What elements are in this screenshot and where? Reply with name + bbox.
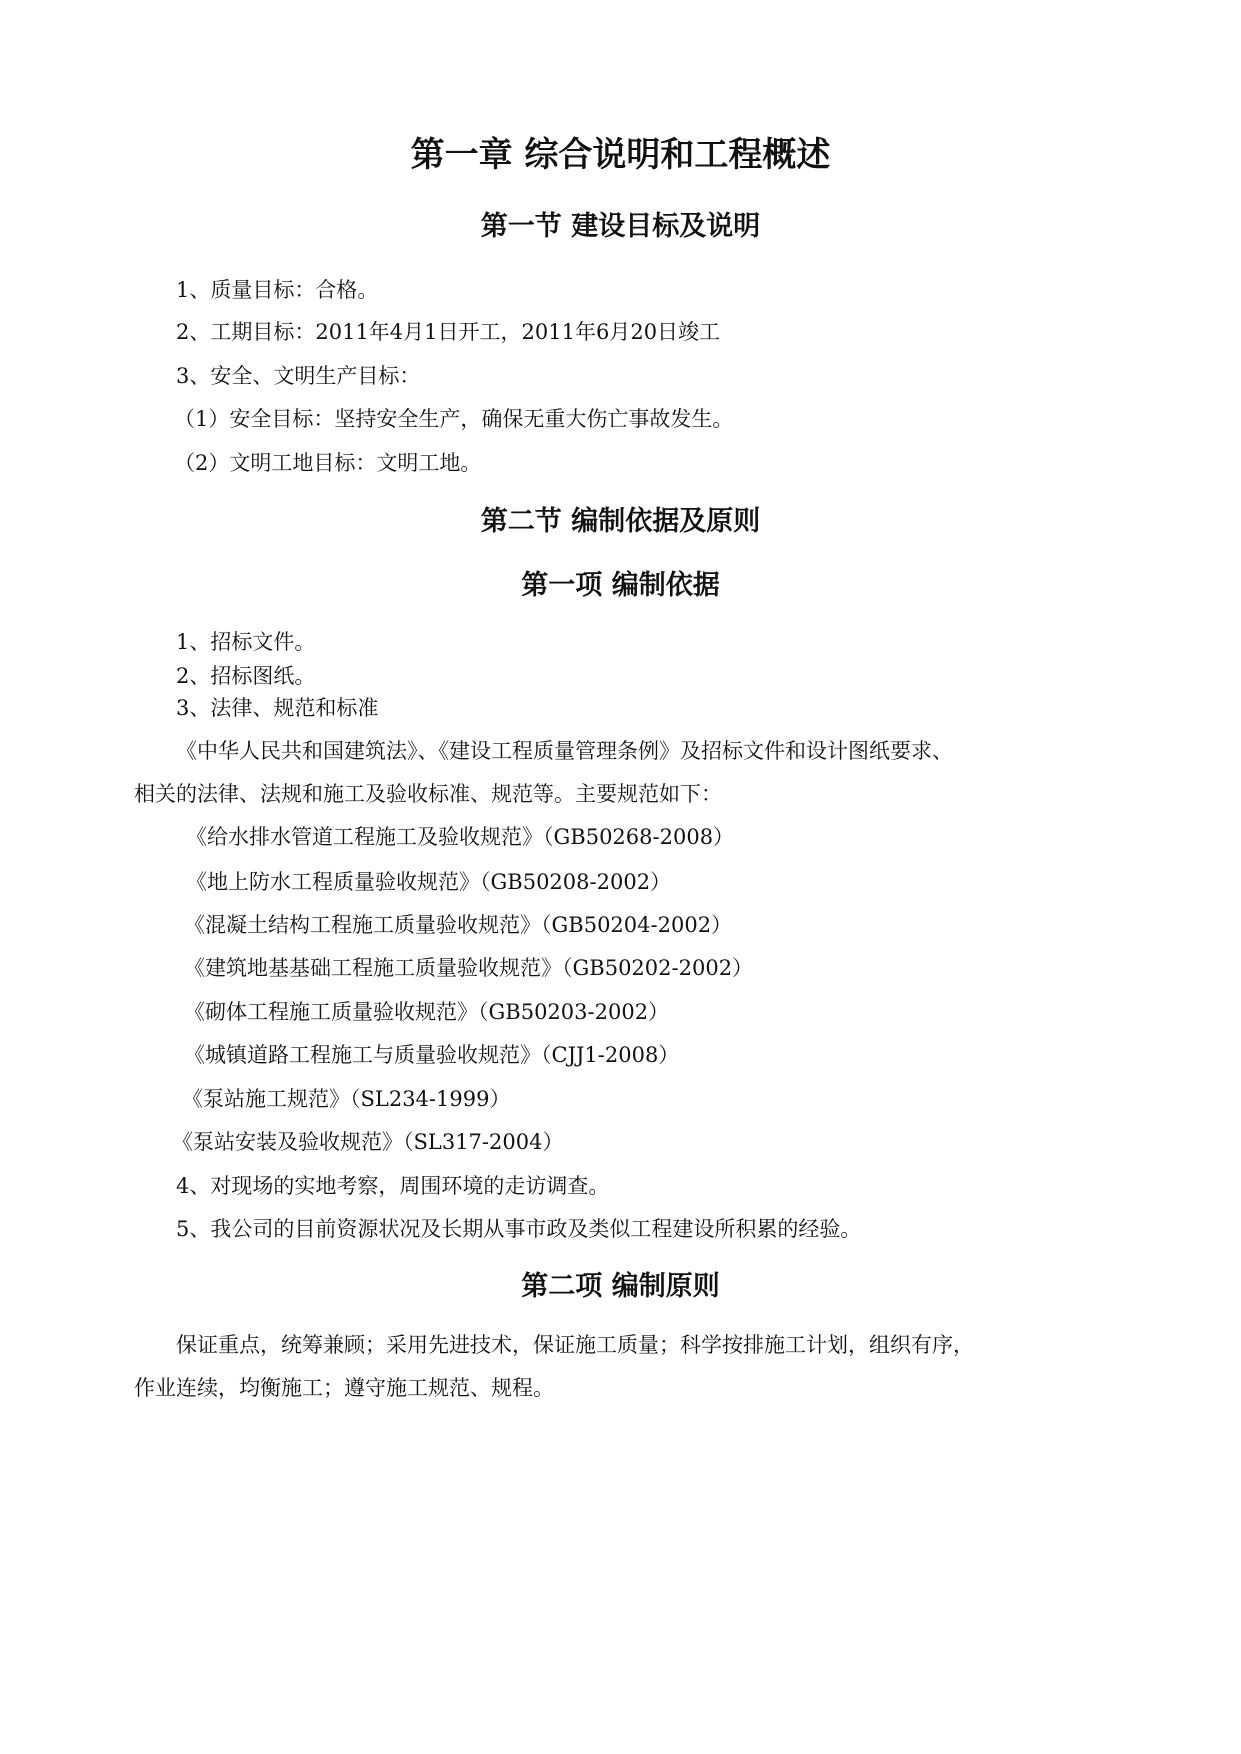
basis-paragraph-line-2: 相关的法律、法规和施工及验收标准、规范等。主要规范如下： <box>134 782 722 806</box>
principle-paragraph-line-1: 保证重点，统筹兼顾；采用先进技术，保证施工质量；科学按排施工计划，组织有序， <box>176 1333 974 1357</box>
standard-item: 《泵站安装及验收规范》（SL317-2004） <box>172 1130 564 1154</box>
section-2-title: 第二节 编制依据及原则 <box>480 506 761 537</box>
standard-item: 《砌体工程施工质量验收规范》（GB50203-2002） <box>184 1000 670 1024</box>
basis-paragraph-line-1: 《中华人民共和国建筑法》、《建设工程质量管理条例》及招标文件和设计图纸要求、 <box>176 739 953 763</box>
basis-item-1: 1、招标文件。 <box>176 630 316 654</box>
goal-safety-header: 3、安全、文明生产目标： <box>176 364 421 388</box>
basis-item-5: 5、我公司的目前资源状况及长期从事市政及类似工程建设所积累的经验。 <box>176 1217 862 1241</box>
standard-item: 《地上防水工程质量验收规范》（GB50208-2002） <box>186 870 672 894</box>
standard-item: 《建筑地基基础工程施工质量验收规范》（GB50202-2002） <box>184 956 754 980</box>
item-2-title: 第二项 编制原则 <box>521 1271 720 1302</box>
basis-item-2: 2、招标图纸。 <box>176 664 316 688</box>
standard-item: 《泵站施工规范》（SL234-1999） <box>182 1087 511 1111</box>
basis-item-3: 3、法律、规范和标准 <box>176 696 379 720</box>
principle-paragraph-line-2: 作业连续，均衡施工；遵守施工规范、规程。 <box>134 1376 554 1400</box>
goal-quality: 1、质量目标：合格。 <box>176 278 379 302</box>
chapter-title: 第一章 综合说明和工程概述 <box>410 135 831 175</box>
goal-safety: （1）安全目标：坚持安全生产，确保无重大伤亡事故发生。 <box>174 407 734 431</box>
standard-item: 《城镇道路工程施工与质量验收规范》（CJJ1-2008） <box>184 1043 680 1067</box>
basis-item-4: 4、对现场的实地考察，周围环境的走访调查。 <box>176 1174 610 1198</box>
goal-schedule: 2、工期目标：2011年4月1日开工，2011年6月20日竣工 <box>176 320 721 344</box>
standard-item: 《混凝土结构工程施工质量验收规范》（GB50204-2002） <box>184 913 733 937</box>
section-1-title: 第一节 建设目标及说明 <box>480 211 761 242</box>
goal-civilized-site: （2）文明工地目标：文明工地。 <box>174 451 482 475</box>
standard-item: 《给水排水管道工程施工及验收规范》（GB50268-2008） <box>186 825 735 849</box>
item-1-title: 第一项 编制依据 <box>521 570 720 601</box>
